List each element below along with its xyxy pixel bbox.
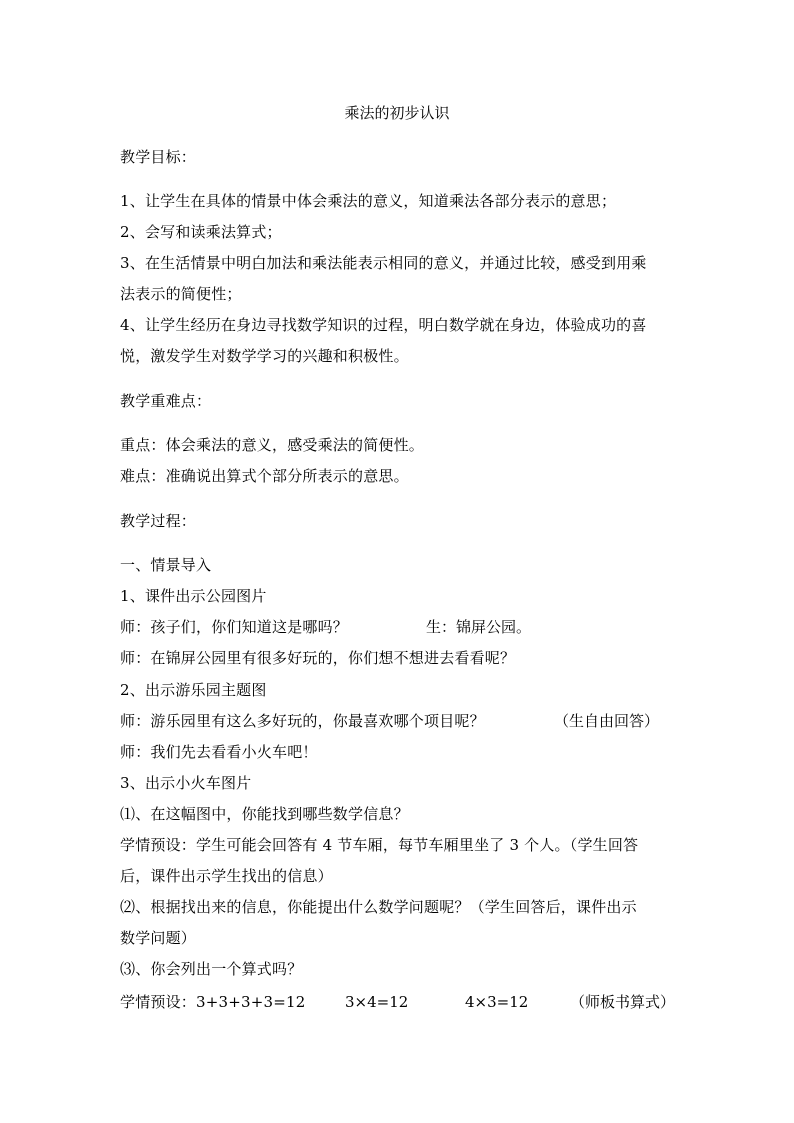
objective-item: 2、会写和读乘法算式； — [120, 223, 282, 241]
dialog-teacher: 师：游乐园里有这么多好玩的，你最喜欢哪个项目呢？ — [120, 712, 485, 730]
objective-item-continuation: 悦，激发学生对数学学习的兴趣和积极性。 — [120, 347, 409, 365]
prediction-note: （师板书算式） — [570, 993, 676, 1011]
dialog-teacher: 师：孩子们，你们知道这是哪吗？ — [120, 618, 349, 636]
objective-item: 4、让学生经历在身边寻找数学知识的过程，明白数学就在身边，体验成功的喜 — [120, 316, 647, 334]
process-heading: 教学过程： — [120, 512, 197, 530]
question-item: ⑶、你会列出一个算式吗？ — [120, 960, 303, 978]
question-item-continuation: 数学问题） — [120, 929, 197, 947]
section-heading: 一、情景导入 — [120, 556, 212, 574]
dialog-note: （生自由回答） — [554, 712, 660, 730]
step-item: 2、出示游乐园主题图 — [120, 681, 267, 699]
objectives-heading: 教学目标： — [120, 148, 197, 166]
step-item: 1、课件出示公园图片 — [120, 587, 267, 605]
page-title: 乘法的初步认识 — [344, 104, 450, 122]
prediction-equation: 4×3=12 — [465, 993, 529, 1011]
question-item: ⑵、根据找出来的信息，你能提出什么数学问题呢？（学生回答后，课件出示 — [120, 898, 637, 916]
key-points-heading: 教学重难点： — [120, 392, 212, 410]
dialog-student: 生：锦屏公园。 — [426, 618, 532, 636]
objective-item: 3、在生活情景中明白加法和乘法能表示相同的意义，并通过比较，感受到用乘 — [120, 254, 647, 272]
dialog-teacher: 师：我们先去看看小火车吧！ — [120, 743, 318, 761]
key-point-item: 重点：体会乘法的意义，感受乘法的简便性。 — [120, 436, 425, 454]
prediction-text: 学情预设：学生可能会回答有 4 节车厢，每节车厢里坐了 3 个人。（学生回答 — [120, 836, 639, 854]
dialog-teacher: 师：在锦屏公园里有很多好玩的，你们想不想进去看看呢？ — [120, 649, 516, 667]
key-point-item: 难点：准确说出算式个部分所表示的意思。 — [120, 467, 409, 485]
step-item: 3、出示小火车图片 — [120, 774, 252, 792]
question-item: ⑴、在这幅图中，你能找到哪些数学信息？ — [120, 805, 409, 823]
prediction-text-continuation: 后，课件出示学生找出的信息） — [120, 867, 333, 885]
prediction-equation: 3×4=12 — [345, 993, 409, 1011]
objective-item: 1、让学生在具体的情景中体会乘法的意义，知道乘法各部分表示的意思； — [120, 192, 617, 210]
prediction-equation: 学情预设：3+3+3+3=12 — [120, 993, 306, 1011]
objective-item-continuation: 法表示的简便性； — [120, 285, 242, 303]
